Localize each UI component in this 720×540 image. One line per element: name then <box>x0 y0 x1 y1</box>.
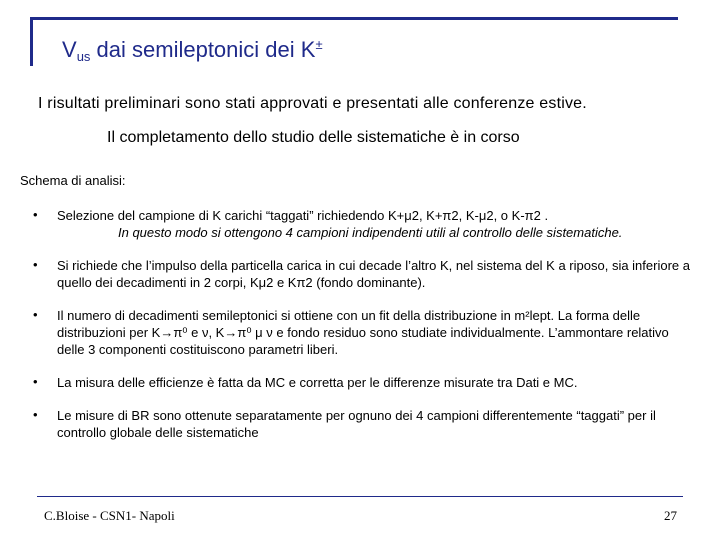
bullet-2-main: Si richiede che l’impulso della particella carica in cui decade l’altro K, nel sistema del K a riposo, sia inferiore a quello dei decadimenti in 2 corpi, Kμ2 e Kπ2 (fondo dominante). <box>57 258 690 290</box>
slide-title <box>62 37 323 64</box>
title-main: V <box>62 37 77 62</box>
bullet-item-5 <box>57 407 697 441</box>
bullet-3-main: Il numero di decadimenti semileptonici si ottiene con un fit della distribuzione in m²lept. La forma delle distribuzioni per K→π⁰ e ν, K→π⁰ μ ν e fondo residuo sono studiate individualmente. L’ammontare relativo delle 3 componenti costituiscono parametri liberi. <box>57 308 669 357</box>
bullet-item-4 <box>57 374 697 391</box>
title-subscript: us <box>76 49 91 64</box>
title-superscript: ± <box>315 37 323 52</box>
bullet-marker: • <box>33 374 38 389</box>
page-number: 27 <box>664 508 677 523</box>
bullet-4-main: La misura delle efficienze è fatta da MC e corretta per le differenze misurate tra Dati e MC. <box>57 375 578 390</box>
bullet-1-main: Selezione del campione di K carichi “taggati” richiedendo K+μ2, K+π2, K-μ2, o K-π2 . <box>57 208 549 223</box>
bullet-item-2 <box>57 257 697 291</box>
title-frame-top <box>30 17 678 20</box>
bullet-marker: • <box>33 257 38 272</box>
intro-line-2: Il completamento dello studio delle sistematiche è in corso <box>107 129 520 146</box>
bullet-marker: • <box>33 307 38 322</box>
intro-line-1: I risultati preliminari sono stati approvati e presentati alle conferenze estive. <box>38 95 587 112</box>
footer-divider <box>37 496 683 497</box>
bullet-item-3 <box>57 307 697 358</box>
title-frame-left <box>30 17 33 66</box>
bullet-1-sub: In questo modo si ottengono 4 campioni indipendenti utili al controllo delle sistematiche. <box>118 225 623 240</box>
bullet-item-1 <box>57 207 697 241</box>
schema-label: Schema di analisi: <box>20 173 126 188</box>
bullet-5-main: Le misure di BR sono ottenute separatamente per ognuno dei 4 campioni differentemente “taggati” per il controllo globale delle sistematiche <box>57 408 656 440</box>
title-rest: dai semileptonici dei K <box>90 37 316 62</box>
footer-author: C.Bloise - CSN1- Napoli <box>44 508 175 523</box>
bullet-marker: • <box>33 407 38 422</box>
bullet-marker: • <box>33 207 38 222</box>
